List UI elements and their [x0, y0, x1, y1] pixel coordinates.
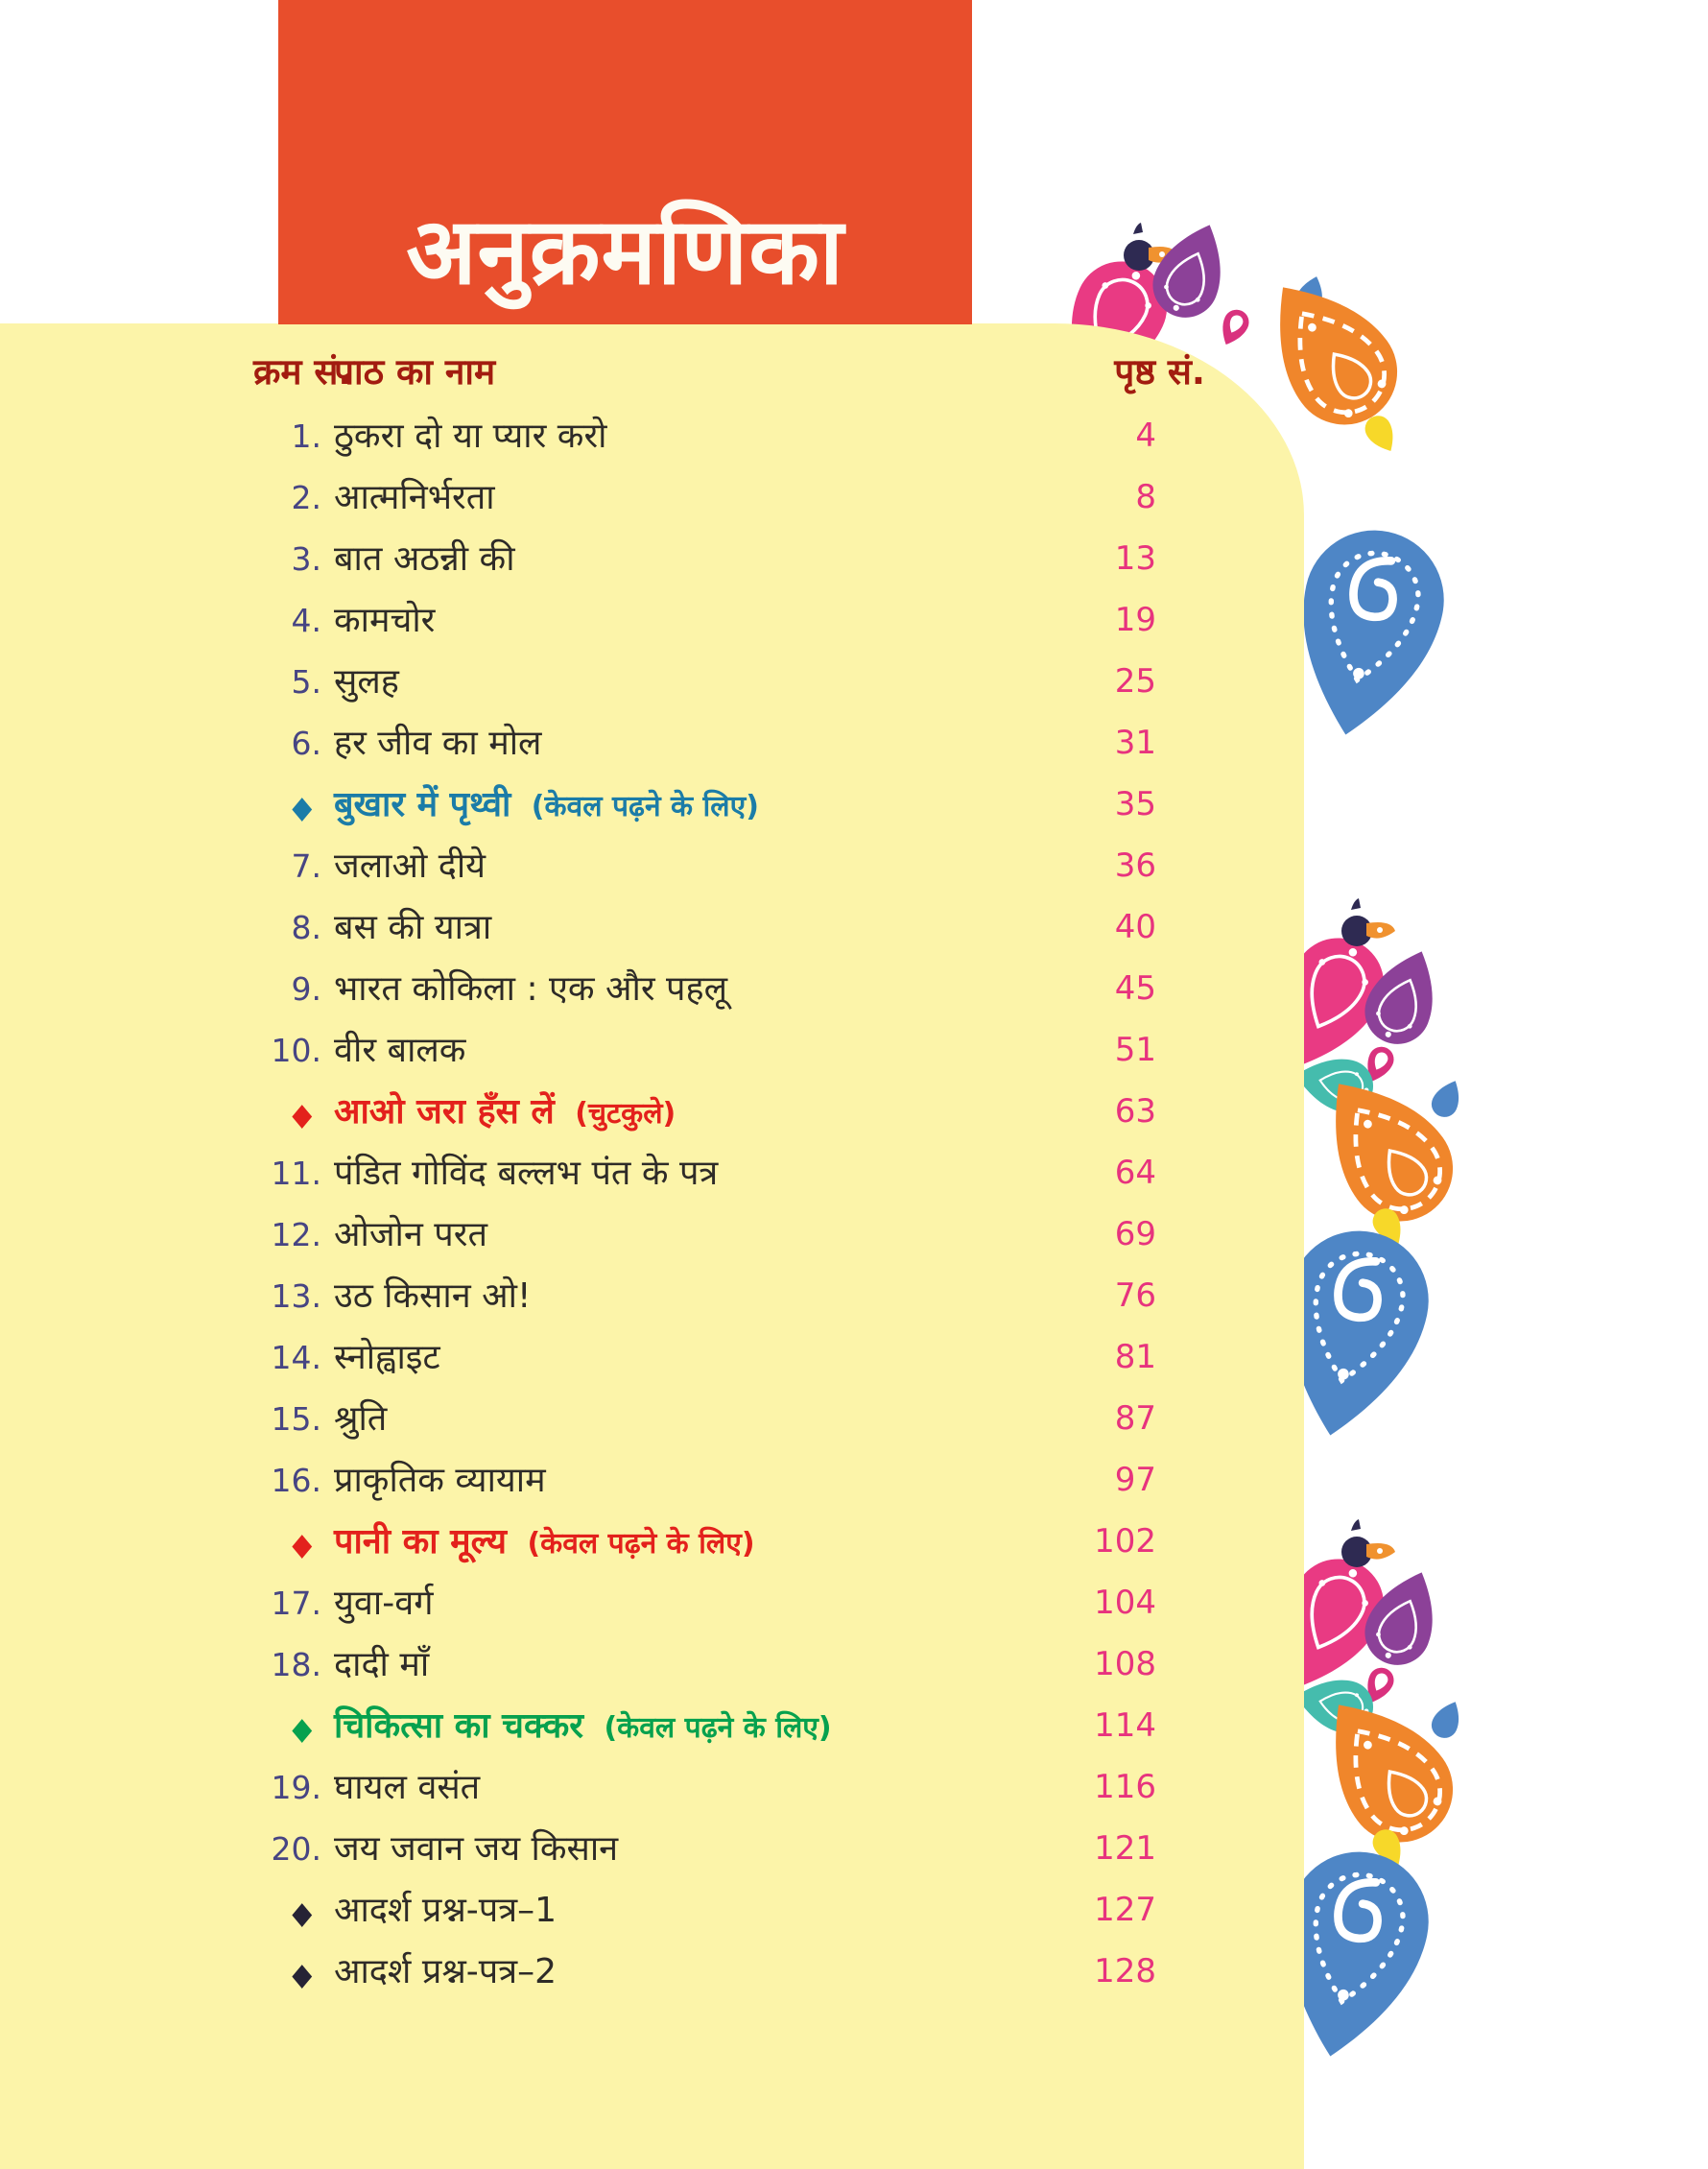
toc-row — [0, 1880, 1156, 1942]
lesson-title-cell — [334, 1272, 1115, 1322]
page-number: 127 — [1094, 1891, 1156, 1930]
lesson-title-cell — [334, 1456, 1115, 1506]
serial-cell — [0, 536, 321, 583]
lesson-title: जलाओ दीये — [334, 846, 486, 886]
toc-row — [0, 897, 1156, 959]
page-number: 108 — [1094, 1645, 1156, 1684]
lesson-title: घायल वसंत — [334, 1767, 481, 1807]
serial-number: 9. — [291, 970, 321, 1009]
lesson-title: भारत कोकिला : एक और पहलू — [334, 968, 727, 1009]
toc-row — [0, 713, 1156, 775]
serial-number: 5. — [291, 663, 321, 702]
lesson-title: चिकित्सा का चक्कर — [334, 1705, 584, 1746]
column-header-page: पृष्ठ सं. — [1114, 351, 1205, 393]
lesson-title: बात अठन्नी की — [334, 538, 515, 579]
lesson-title-cell — [334, 965, 1115, 1014]
serial-number: 12. — [271, 1216, 321, 1254]
column-header-lesson-name: पाठ का नाम — [334, 351, 496, 393]
toc-row — [0, 529, 1156, 590]
lesson-title: आओ जरा हँस लें — [334, 1091, 555, 1132]
serial-cell — [0, 1826, 321, 1872]
serial-cell — [0, 1028, 321, 1074]
lesson-note: (चुटकुले) — [575, 1096, 676, 1131]
page-number: 35 — [1114, 785, 1156, 824]
page-number: 81 — [1114, 1338, 1156, 1377]
page-number: 51 — [1114, 1031, 1156, 1070]
diamond-bullet-icon: ◆ — [292, 1895, 313, 1932]
serial-number: 20. — [271, 1830, 321, 1869]
serial-cell — [0, 1519, 321, 1565]
serial-cell — [0, 1458, 321, 1504]
lesson-title-cell — [334, 719, 1115, 769]
lesson-title: युवा-वर्ग — [334, 1583, 434, 1623]
toc-row — [0, 1204, 1156, 1266]
lesson-title-cell — [334, 1579, 1094, 1629]
lesson-title: बस की यात्रा — [334, 907, 492, 947]
page-number: 76 — [1114, 1276, 1156, 1316]
page-number: 13 — [1114, 539, 1156, 579]
serial-cell — [0, 1642, 321, 1688]
serial-cell — [0, 966, 321, 1013]
toc-row — [0, 1389, 1156, 1450]
serial-cell — [0, 414, 321, 460]
lesson-title: दादी माँ — [334, 1644, 430, 1684]
serial-number: 4. — [291, 602, 321, 640]
lesson-title-cell — [334, 1640, 1094, 1690]
lesson-title-cell — [334, 1210, 1115, 1260]
serial-number: 16. — [271, 1462, 321, 1500]
serial-cell — [0, 1151, 321, 1197]
page-number: 19 — [1114, 601, 1156, 640]
page-number: 63 — [1114, 1092, 1156, 1132]
lesson-note: (केवल पढ़ने के लिए) — [527, 1526, 755, 1561]
lesson-title: सुलह — [334, 661, 399, 702]
toc-row — [0, 1327, 1156, 1389]
serial-cell — [0, 905, 321, 951]
serial-number: 15. — [271, 1400, 321, 1439]
toc-row — [0, 1143, 1156, 1204]
serial-number: 3. — [291, 540, 321, 579]
title-banner — [278, 0, 972, 324]
serial-number: 17. — [271, 1585, 321, 1623]
lesson-title: ओजोन परत — [334, 1214, 487, 1254]
serial-cell — [0, 659, 321, 705]
serial-number: 8. — [291, 909, 321, 947]
lesson-note: (केवल पढ़ने के लिए) — [531, 789, 759, 823]
page-number: 40 — [1114, 908, 1156, 947]
lesson-title: पंडित गोविंद बल्लभ पंत के पत्र — [334, 1153, 719, 1193]
lesson-title-cell — [334, 1026, 1115, 1076]
toc-row — [0, 590, 1156, 652]
toc-row — [0, 836, 1156, 897]
page-number: 87 — [1114, 1399, 1156, 1439]
serial-cell — [0, 721, 321, 767]
lesson-title: बुखार में पृथ्वी — [334, 784, 511, 824]
toc-row — [0, 1266, 1156, 1327]
serial-cell — [0, 1089, 321, 1135]
lesson-title-cell — [334, 1087, 1115, 1137]
serial-number: 10. — [271, 1032, 321, 1070]
serial-cell — [0, 844, 321, 890]
diamond-bullet-icon: ◆ — [292, 1711, 313, 1748]
lesson-title: आत्मनिर्भरता — [334, 477, 495, 517]
toc-rows — [0, 406, 1156, 2003]
lesson-title: प्राकृतिक व्यायाम — [334, 1460, 546, 1500]
lesson-title-cell — [334, 780, 1115, 830]
page-number: 64 — [1114, 1154, 1156, 1193]
lesson-title: कामचोर — [334, 600, 436, 640]
page-number: 121 — [1094, 1829, 1156, 1869]
page-number: 36 — [1114, 846, 1156, 886]
lesson-title-cell — [334, 412, 1135, 462]
lesson-title-cell — [334, 1702, 1094, 1752]
lesson-title-cell — [334, 596, 1115, 646]
page-title: अनुक्रमणिका — [406, 198, 844, 306]
toc-row — [0, 1942, 1156, 2003]
lesson-title: आदर्श प्रश्न-पत्र–2 — [334, 1951, 557, 1991]
serial-cell — [0, 1888, 321, 1934]
lesson-title: हर जीव का मोल — [334, 723, 542, 763]
serial-number: 18. — [271, 1646, 321, 1684]
toc-row — [0, 1573, 1156, 1634]
page-number: 69 — [1114, 1215, 1156, 1254]
serial-number: 6. — [291, 725, 321, 763]
toc-row — [0, 406, 1156, 467]
diamond-bullet-icon: ◆ — [292, 1097, 313, 1133]
lesson-title-cell — [334, 903, 1115, 953]
serial-number: 7. — [291, 847, 321, 886]
serial-cell — [0, 1212, 321, 1258]
serial-cell — [0, 1335, 321, 1381]
serial-cell — [0, 1274, 321, 1320]
lesson-title: जय जवान जय किसान — [334, 1828, 619, 1869]
lesson-title-cell — [334, 1824, 1094, 1874]
lesson-title: पानी का मूल्य — [334, 1521, 507, 1561]
serial-cell — [0, 782, 321, 828]
diamond-bullet-icon: ◆ — [292, 1527, 313, 1563]
page-number: 104 — [1094, 1584, 1156, 1623]
serial-cell — [0, 1396, 321, 1442]
page-number: 31 — [1114, 724, 1156, 763]
page-number: 45 — [1114, 969, 1156, 1009]
serial-cell — [0, 1704, 321, 1750]
lesson-title-cell — [334, 1394, 1115, 1444]
serial-number: 13. — [271, 1277, 321, 1316]
lesson-title-cell — [334, 657, 1115, 707]
diamond-bullet-icon: ◆ — [292, 1957, 313, 1993]
lesson-title: उठ किसान ओ! — [334, 1275, 532, 1316]
lesson-title: श्रुति — [334, 1398, 388, 1439]
lesson-title-cell — [334, 1886, 1094, 1936]
lesson-title-cell — [334, 1333, 1115, 1383]
serial-number: 14. — [271, 1339, 321, 1377]
toc-row — [0, 1819, 1156, 1880]
page-number: 116 — [1094, 1768, 1156, 1807]
page-number: 114 — [1094, 1706, 1156, 1746]
lesson-title: ठुकरा दो या प्यार करो — [334, 416, 607, 456]
toc-row — [0, 1696, 1156, 1757]
toc-row — [0, 1634, 1156, 1696]
diamond-bullet-icon: ◆ — [292, 790, 313, 826]
lesson-title-cell — [334, 1763, 1094, 1813]
lesson-title-cell — [334, 535, 1115, 584]
serial-number: 11. — [271, 1155, 321, 1193]
serial-cell — [0, 1765, 321, 1811]
serial-cell — [0, 475, 321, 521]
serial-number: 1. — [291, 417, 321, 456]
page-number: 4 — [1135, 417, 1156, 456]
page-number: 25 — [1114, 662, 1156, 702]
toc-row — [0, 959, 1156, 1020]
page-number: 97 — [1114, 1461, 1156, 1500]
lesson-title: वीर बालक — [334, 1030, 466, 1070]
lesson-title-cell — [334, 1947, 1094, 1997]
column-header-serial: क्रम सं. — [253, 351, 352, 393]
lesson-title: स्नोह्वाइट — [334, 1337, 440, 1377]
lesson-title-cell — [334, 842, 1115, 892]
toc-row — [0, 1020, 1156, 1082]
page-number: 8 — [1135, 478, 1156, 517]
toc-row — [0, 1082, 1156, 1143]
lesson-title-cell — [334, 473, 1135, 523]
lesson-note: (केवल पढ़ने के लिए) — [604, 1710, 832, 1745]
toc-row — [0, 467, 1156, 529]
lesson-title-cell — [334, 1149, 1115, 1199]
toc-row — [0, 1757, 1156, 1819]
lesson-title-cell — [334, 1517, 1094, 1567]
toc-row — [0, 652, 1156, 713]
serial-cell — [0, 1581, 321, 1627]
toc-row — [0, 1450, 1156, 1512]
serial-cell — [0, 598, 321, 644]
serial-number: 19. — [271, 1769, 321, 1807]
lesson-title: आदर्श प्रश्न-पत्र–1 — [334, 1890, 557, 1930]
serial-cell — [0, 1949, 321, 1995]
toc-row — [0, 1512, 1156, 1573]
serial-number: 2. — [291, 479, 321, 517]
page-number: 102 — [1094, 1522, 1156, 1561]
toc-row — [0, 775, 1156, 836]
page-number: 128 — [1094, 1952, 1156, 1991]
